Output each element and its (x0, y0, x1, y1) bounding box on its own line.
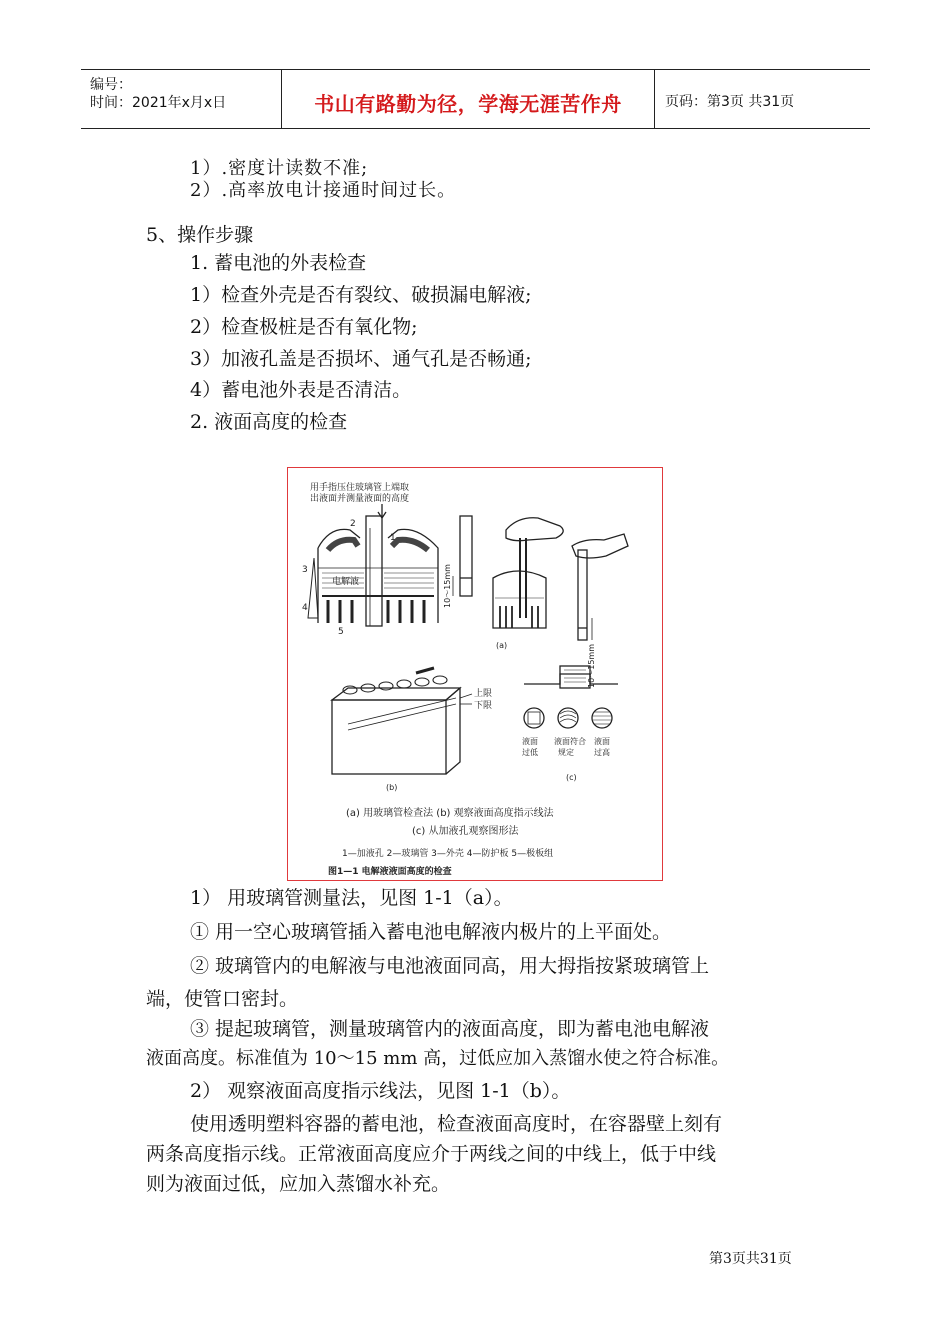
callout-4: 4 (302, 603, 308, 613)
subsection-heading: 1. 蓄电池的外表检查 (190, 252, 367, 274)
header-motto-cell (282, 70, 655, 128)
figure-caption: (a) 用玻璃管检查法 (b) 观察液面高度指示线法 (346, 808, 554, 819)
electrolyte-label: 电解液 (332, 577, 360, 587)
dimension-label: 10～15mm (587, 644, 596, 688)
text-line: 端，使管口密封。 (146, 988, 299, 1010)
dimension-label: 10～15mm (443, 564, 452, 608)
text-line: ② 玻璃管内的电解液与电池液面同高，用大拇指按紧玻璃管上 (190, 955, 710, 977)
text-line: ① 用一空心玻璃管插入蓄电池电解液内极片的上平面处。 (190, 921, 672, 943)
callout-3: 3 (302, 565, 308, 575)
normal-label: 液面符合 (554, 737, 586, 746)
too-low-label: 液面 (522, 737, 538, 746)
text-line: 3）加液孔盖是否损坏、通气孔是否畅通; (190, 348, 532, 370)
panel-label-c: (c) (566, 773, 577, 782)
text-line: 4）蓄电池外表是否清洁。 (190, 379, 412, 401)
upper-limit-label: 上限 (474, 689, 493, 699)
callout-1: 1 (390, 533, 396, 543)
glass-tube-drawing (443, 516, 472, 608)
header-motto: 书山有路勤为径，学海无涯苦作舟 (314, 92, 622, 116)
battery-indicator-drawing (332, 668, 492, 792)
text-line: 则为液面过低，应加入蒸馏水补充。 (146, 1173, 451, 1195)
hand-lifting-tube-drawing (572, 534, 628, 688)
lower-limit-label: 下限 (474, 701, 493, 711)
filler-hole-views-drawing (522, 666, 618, 782)
hand-with-tube-drawing (493, 518, 563, 650)
too-high-label: 液面 (594, 737, 610, 746)
figure-note: 出液面并测量液面的高度 (310, 494, 410, 504)
document-number-label: 编号： (90, 77, 132, 93)
page-header (81, 69, 870, 129)
callout-5: 5 (338, 627, 344, 637)
header-page-cell (655, 70, 870, 128)
figure-caption: (c) 从加液孔观察图形法 (412, 826, 519, 837)
section-heading: 5、操作步骤 (146, 224, 254, 246)
text-line: 1）检查外壳是否有裂纹、破损漏电解液; (190, 284, 532, 306)
panel-label-a: (a) (496, 641, 508, 650)
document-time-label: 时间：2021年x月x日 (90, 95, 227, 111)
text-line: 1） 用玻璃管测量法，见图 1-1（a）。 (190, 887, 513, 909)
text-line: 液面高度。标准值为 10～15 mm 高，过低应加入蒸馏水使之符合标准。 (146, 1048, 730, 1069)
page-footer: 第3页共31页 (709, 1251, 792, 1267)
text-line: 2） 观察液面高度指示线法，见图 1-1（b）。 (190, 1080, 571, 1102)
figure-battery-level-check (287, 467, 663, 881)
battery-cutaway-drawing (302, 516, 438, 637)
callout-2: 2 (350, 519, 356, 529)
text-line: 使用透明塑料容器的蓄电池，检查液面高度时，在容器壁上刻有 (190, 1113, 723, 1135)
text-line: 2）.高率放电计接通时间过长。 (190, 180, 457, 201)
header-meta-cell (81, 70, 282, 128)
panel-label-b: (b) (386, 783, 398, 792)
figure-illustration (288, 468, 664, 882)
figure-title: 图1—1 电解液液面高度的检查 (328, 867, 452, 877)
header-page-info: 页码：第3页 共31页 (665, 94, 795, 110)
figure-legend: 1—加液孔 2—玻璃管 3—外壳 4—防护板 5—极板组 (342, 849, 554, 859)
text-line: 2）检查极桩是否有氧化物; (190, 316, 418, 338)
subsection-heading: 2. 液面高度的检查 (190, 411, 348, 433)
text-line: ③ 提起玻璃管，测量玻璃管内的液面高度，即为蓄电池电解液 (190, 1018, 710, 1040)
text-line: 1）.密度计读数不准; (190, 158, 369, 179)
normal-label: 规定 (558, 748, 574, 757)
text-line: 两条高度指示线。正常液面高度应介于两线之间的中线上，低于中线 (146, 1143, 717, 1165)
too-high-label: 过高 (594, 748, 610, 757)
figure-note: 用手指压住玻璃管上端取 (310, 483, 410, 493)
too-low-label: 过低 (522, 748, 538, 757)
